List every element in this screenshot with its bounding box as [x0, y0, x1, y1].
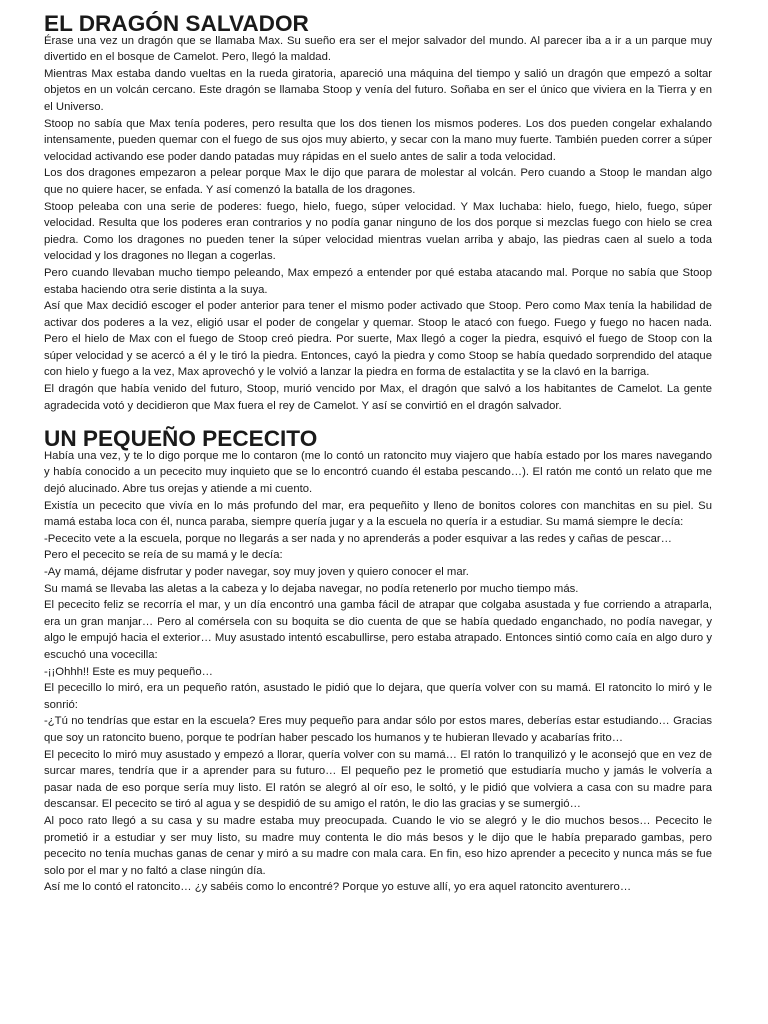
- story-paragraph: El pececillo lo miró, era un pequeño ratón, asustado le pidió que lo dejara, que quería volver con su mamá. El ratoncito lo miró y le sonrió:: [44, 682, 712, 711]
- story-title: EL DRAGÓN SALVADOR: [44, 11, 309, 36]
- story-paragraph: Al poco rato llegó a su casa y su madre estaba muy preocupada. Cuando le vio se alegró y le dio muchos besos… Pececito le prometió ir a estudiar y ser muy listo, su madre muy contenta le dio más besos y le dijo que le había preparado gambas, pero pececito no tenía muchas ganas de cenar y miró a su madre con mala cara. En fin, eso hizo aprender a pececito y nunca más se fue solo por el mar y no faltó a clase ningún día.: [44, 814, 712, 877]
- story-pequeno-pececito: [44, 426, 712, 896]
- story-paragraph: Stoop peleaba con una serie de poderes: fuego, hielo, fuego, súper velocidad. Y Max luchaba: hielo, fuego, hielo, fuego, súper velocidad. Resulta que los poderes eran contrarios y no podía ganar ninguno de los dos porque si mezclas fuego con hielo se crea piedra. Como los dragones no pueden tener la súper velocidad mientras vuelan arriba y abajo, las piedras caen al suelo a toda velocidad y los dragones no llegan a cogerlas.: [44, 200, 712, 263]
- story-paragraph: Así me lo contó el ratoncito… ¿y sabéis como lo encontré? Porque yo estuve allí, yo era aquel ratoncito aventurero…: [44, 881, 632, 894]
- story-title: UN PEQUEÑO PECECITO: [44, 426, 318, 452]
- story-paragraph: Los dos dragones empezaron a pelear porque Max le dijo que parara de molestar al volcán. Pero cuando a Stoop le mandan algo que no quiere hacer, se enfada. Y así comenzó la batalla de los dragones.: [44, 167, 712, 196]
- story-paragraph: -Pececito vete a la escuela, porque no llegarás a ser nada y no aprenderás a poder esquivar a las redes y cañas de pescar…: [44, 532, 672, 545]
- story-paragraph: El pececito lo miró muy asustado y empezó a llorar, quería volver con su mamá… El ratón lo tranquilizó y le aconsejó que en vez de surcar mares, tendría que ir a aprender para su futuro… El pequeño pez le prometió que estudiaría mucho y jamás le volvería a pasar nada de eso porque sería muy listo. El ratón se alegró al oír eso, le soltó, y le pidió que volviera a casa con su madre para descansar. El pececito se tiró al agua y se despidió de su amigo el ratón, le dio las gracias y se sumergió…: [44, 748, 712, 811]
- story-paragraph: Pero el pececito se reía de su mamá y le decía:: [44, 549, 283, 562]
- story-paragraph: Pero cuando llevaban mucho tiempo peleando, Max empezó a entender por qué estaba atacando mal. Porque no sabía que Stoop estaba haciendo otra serie distinta a la suya.: [44, 266, 712, 296]
- story-paragraph: Existía un pececito que vivía en lo más profundo del mar, era pequeñito y lleno de bonitos colores con manchitas en su piel. Su mamá estaba loca con él, nunca paraba, siempre quería jugar y a la escuela no quería ir a estudiar. Su mamá siempre le decía:: [44, 499, 712, 529]
- story-paragraph: -¡¡Ohhh!! Este es muy pequeño…: [44, 665, 213, 678]
- story-paragraph: -Ay mamá, déjame disfrutar y poder navegar, soy muy joven y quiero conocer el mar.: [44, 566, 469, 578]
- story-paragraph: Stoop no sabía que Max tenía poderes, pero resulta que los dos tienen los mismos poderes. Los dos pueden congelar exhalando intensamente, pueden quemar con el fuego de sus ojos muy abierto, y secar con la mano muy fuerte. También pueden correr a súper velocidad activando ese poder dando patadas muy rápidas en el suelo antes de salir a toda velocidad.: [44, 117, 712, 163]
- story-paragraph: Había una vez, y te lo digo porque me lo contaron (me lo contó un ratoncito muy viajero que había estado por los mares navegando y había conocido a un pececito muy inquieto que se lo encontró cuando él estaba pescando…). El ratón me contó un relato que me dejó alucinado. Abre tus orejas y atiende a mi cuento.: [44, 449, 712, 496]
- story-paragraph: Su mamá se llevaba las aletas a la cabeza y lo dejaba navegar, no podía retenerlo por mucho tiempo más.: [44, 582, 579, 595]
- story-paragraph: El dragón que había venido del futuro, Stoop, murió vencido por Max, el dragón que salvó a los habitantes de Camelot. La gente agradecida votó y decidieron que Max fuera el rey de Camelot. Y así se convirtió en el dragón salvador.: [44, 383, 712, 412]
- story-paragraph: Érase una vez un dragón que se llamaba Max. Su sueño era ser el mejor salvador del mundo. Al parecer iba a ir a un parque muy divertido en el bosque de Camelot. Pero, llegó la maldad.: [44, 34, 712, 64]
- story-dragon-salvador: [44, 11, 712, 414]
- story-paragraph: -¿Tú no tendrías que estar en la escuela? Eres muy pequeño para andar sólo por estos mares, deberías estar estudiando… Gracias que soy un ratoncito bueno, porque te podrían haber pescado los humanos y te hubieran llevado y acabarías frito…: [44, 715, 712, 744]
- document-page: [44, 11, 712, 896]
- story-paragraph: Mientras Max estaba dando vueltas en la rueda giratoria, apareció una máquina del tiempo y salió un dragón que empezó a soltar objetos en un volcán cercano. Este dragón se llamaba Stoop y venía del futuro. Soñaba en ser el único que viviera en la Tierra y en el Universo.: [44, 67, 712, 113]
- story-paragraph: El pececito feliz se recorría el mar, y un día encontró una gamba fácil de atrapar que colgaba asustada y fue corriendo a atraparla, era un gran manjar… Pero al comérsela con su boquita se dio cuenta de que se había quedado enganchado, no podía navegar, y algo le empujó hacia el exterior… Muy asustado intentó escabullirse, pero estaba atrapado. Entonces sintió como caía en algo duro y escuchó una vocecilla:: [44, 599, 712, 661]
- story-paragraph: Así que Max decidió escoger el poder anterior para tener el mismo poder activado que Stoop. Pero como Max tenía la habilidad de activar dos poderes a la vez, eligió usar el poder de congelar y quemar. Stoop le atacó con fuego. Fuego y fuego no hacen nada. Pero el hielo de Max con el fuego de Stoop creó piedra. Por suerte, Max llegó a coger la piedra, esquivó el fuego de Stoop con la súper velocidad y se acercó a él y le tiró la piedra. Entonces, cayó la piedra y como Stoop se había quedado sorprendido del ataque con hielo y fuego a la vez, Max aprovechó y le volvió a lanzar la piedra en forma de estalactita y se la clavó en la barriga.: [44, 300, 712, 379]
